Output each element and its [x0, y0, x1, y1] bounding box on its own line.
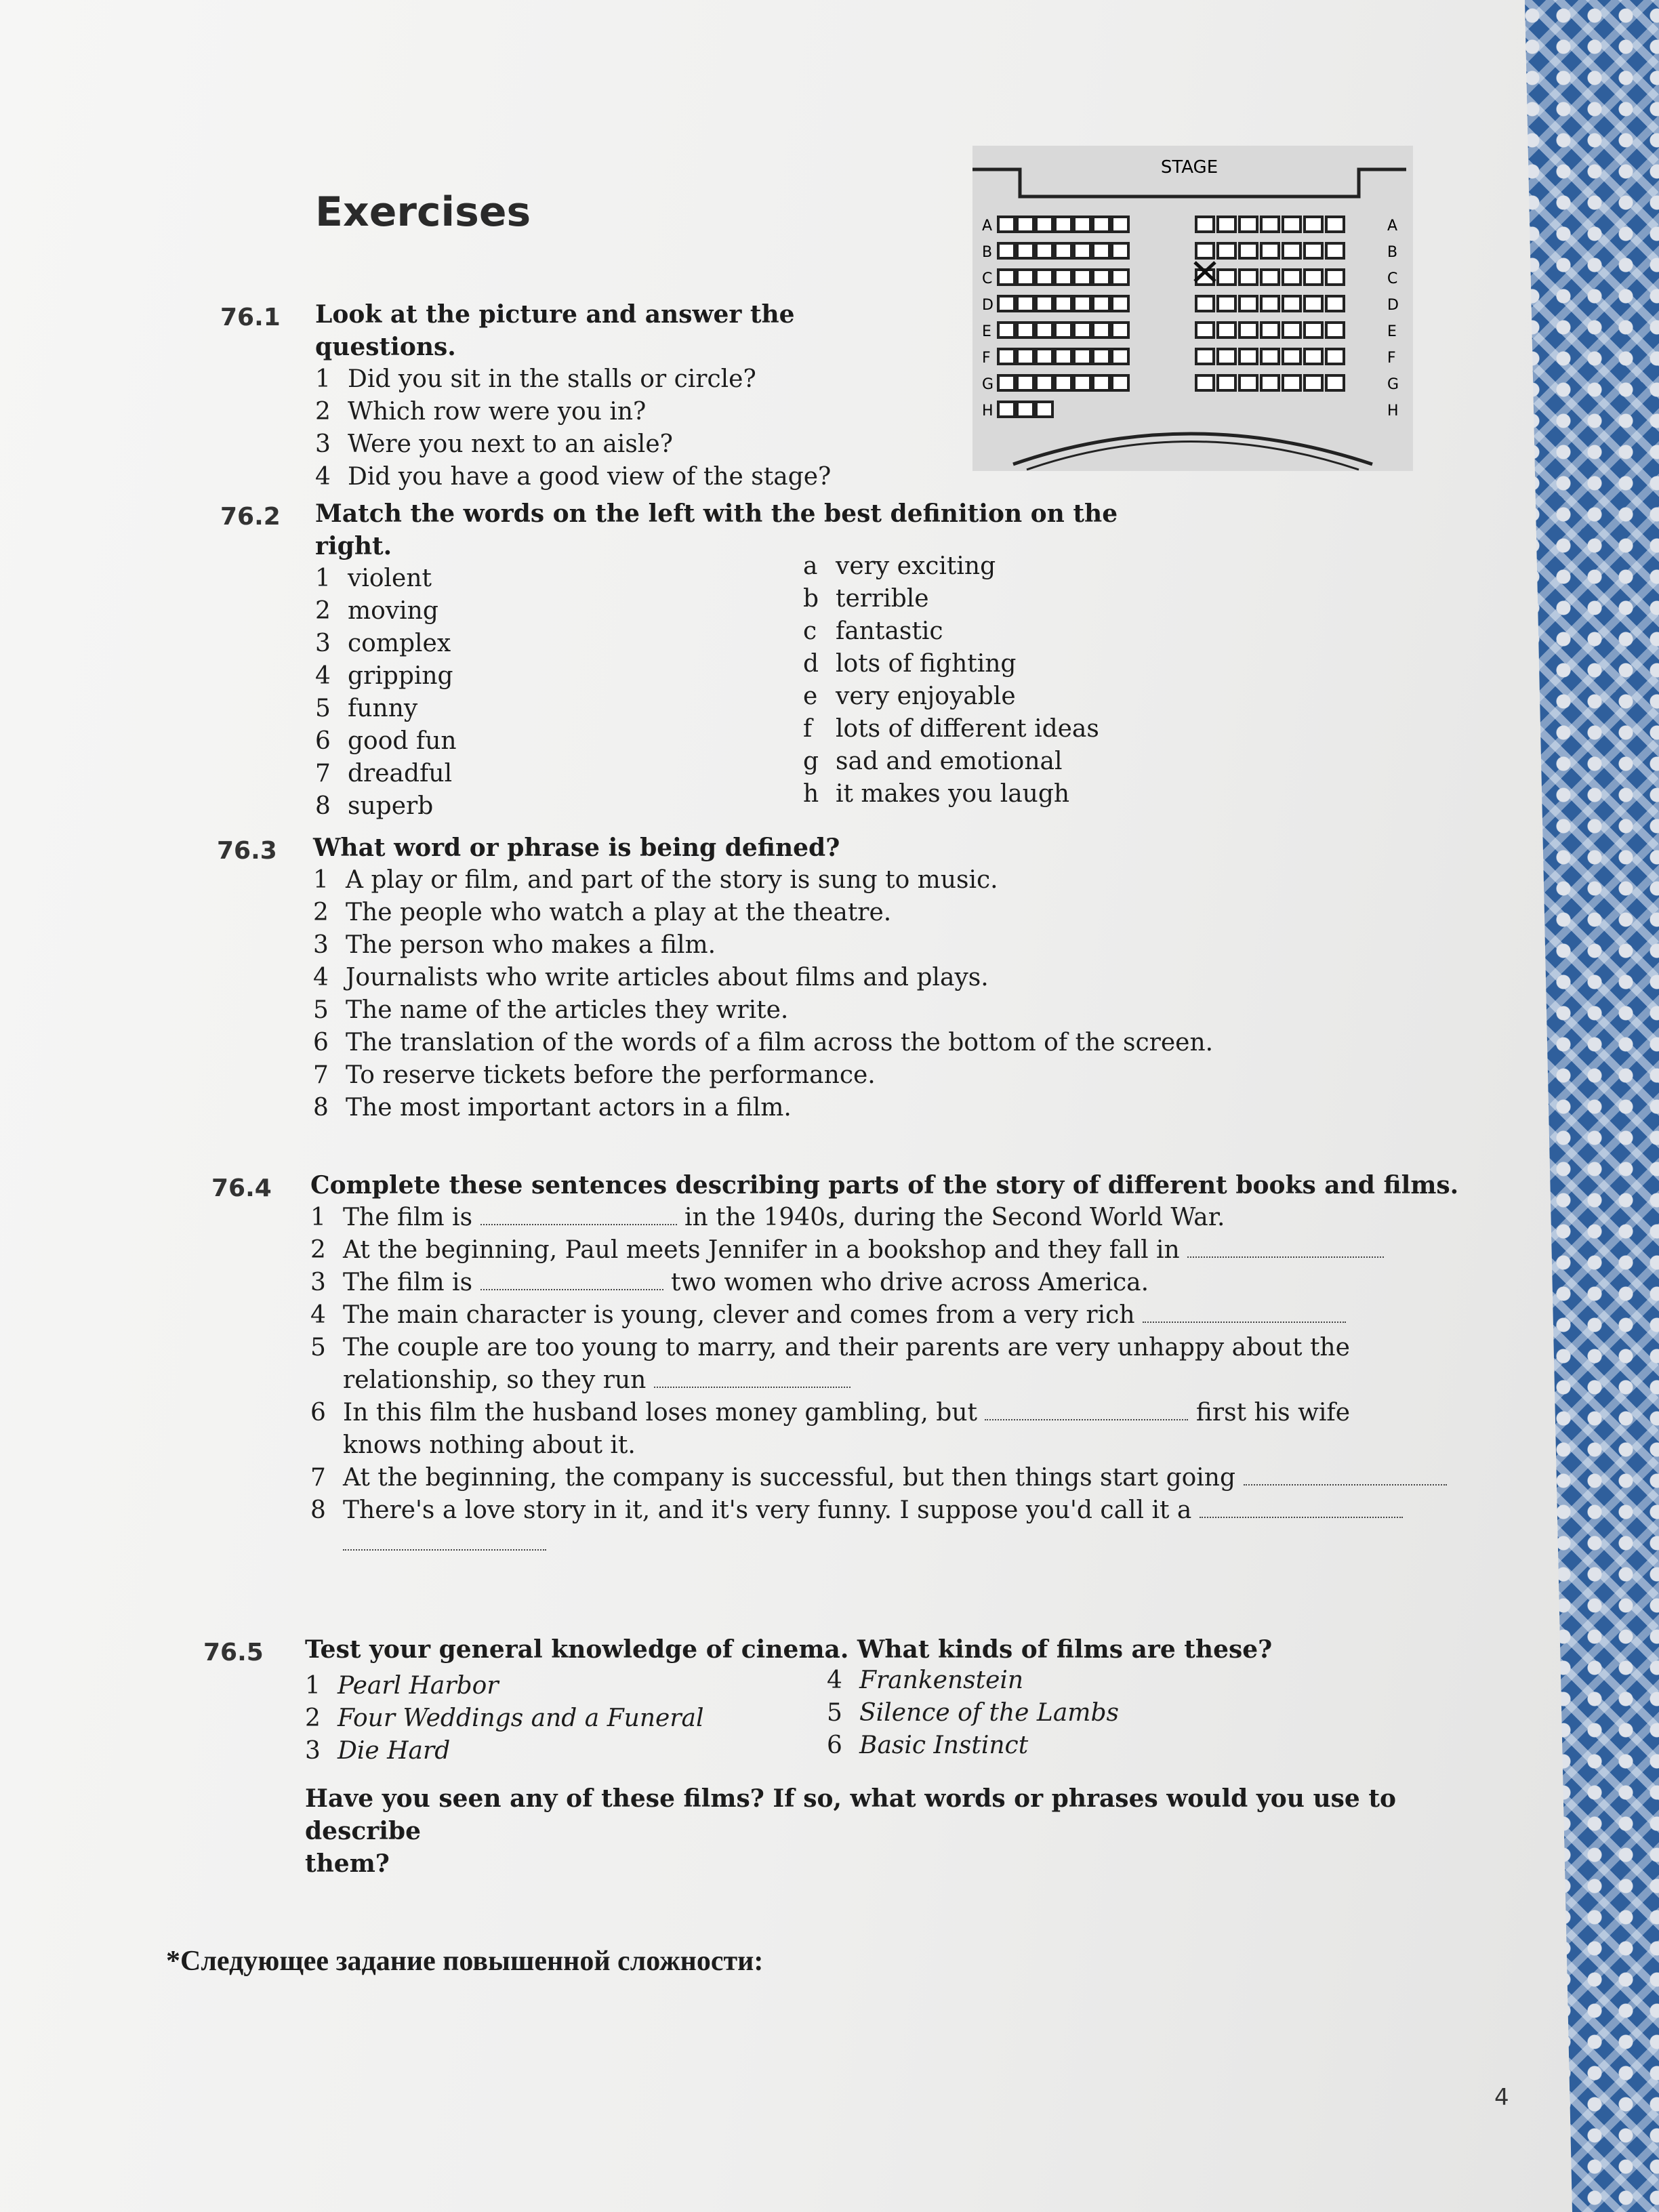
seat: [1305, 323, 1322, 337]
seat: [1093, 217, 1109, 232]
item-text: moving: [348, 597, 438, 625]
seat: [1218, 375, 1235, 390]
seat: [1196, 349, 1214, 364]
theatre-seating-diagram: [972, 146, 1413, 471]
item-text: Did you have a good view of the stage?: [348, 463, 832, 491]
seat: [1017, 349, 1033, 364]
item-number: h: [803, 780, 819, 808]
row-label-right: H: [1387, 403, 1399, 419]
item-text: Basic Instinct: [859, 1732, 1029, 1759]
seat: [1240, 349, 1257, 364]
item-number: 3: [313, 931, 329, 959]
seat: [1305, 296, 1322, 311]
list-item: [313, 962, 1262, 994]
seat: [1017, 243, 1033, 258]
seat: [998, 217, 1015, 232]
row-label-left: G: [982, 376, 994, 393]
seat: [1283, 323, 1300, 337]
seat: [998, 349, 1015, 364]
list-item: [315, 363, 925, 396]
seat: [1112, 270, 1128, 285]
list-item: [305, 1735, 827, 1767]
seat: [1112, 323, 1128, 337]
list-item: [315, 693, 803, 725]
item-number: 4: [315, 662, 331, 690]
item-number: a: [803, 552, 818, 580]
question-list: [315, 363, 925, 493]
page-number: 4: [1494, 2084, 1509, 2111]
sentence-5: 5 The couple are too young to marry, and their parents are very unhappy about the relationship, so they run: [310, 1334, 1350, 1394]
seat: [1326, 375, 1344, 390]
sentence-7: 7 At the beginning, the company is successful, but then things start going: [310, 1462, 1462, 1494]
russian-note: *Следующее задание повышенной сложности:: [166, 1946, 764, 1977]
list-item: [803, 745, 1099, 778]
list-item: [313, 864, 1262, 897]
row-label-left: F: [982, 350, 991, 367]
row-label-right: G: [1387, 376, 1399, 393]
answer-blank[interactable]: [1143, 1301, 1346, 1323]
answer-blank[interactable]: [985, 1399, 1188, 1420]
item-text: Four Weddings and a Funeral: [337, 1704, 704, 1732]
answer-blank[interactable]: [1187, 1236, 1384, 1258]
item-text: violent: [348, 565, 432, 592]
item-text: good fun: [348, 727, 457, 755]
item-text: Pearl Harbor: [337, 1672, 499, 1700]
row-label-left: A: [982, 218, 993, 234]
seat: [1017, 270, 1033, 285]
seat: [998, 402, 1015, 417]
exercise-instruction: What word or phrase is being defined?: [313, 834, 840, 862]
seat: [1036, 243, 1052, 258]
seat: [1218, 323, 1235, 337]
sentence-6: 6 In this film the husband loses money gambling, but first his wife knows nothing about it.: [310, 1399, 1351, 1459]
exercise-number: 76.4: [211, 1174, 272, 1202]
answer-blank[interactable]: [1244, 1464, 1447, 1486]
seat: [1112, 243, 1128, 258]
item-number: 4: [827, 1666, 842, 1694]
seat: [1017, 296, 1033, 311]
item-number: 6: [827, 1732, 842, 1759]
item-text: superb: [348, 792, 434, 820]
item-number: 5: [313, 996, 329, 1024]
list-item: [803, 778, 1099, 811]
seat: [1055, 349, 1071, 364]
exercise-number: 76.2: [220, 503, 281, 531]
row-label-right: C: [1387, 270, 1398, 287]
seat: [1074, 349, 1090, 364]
item-text: gripping: [348, 662, 453, 690]
exercise-76-4: [310, 1169, 1462, 1559]
item-text: it makes you laugh: [836, 780, 1070, 808]
seat: [1036, 402, 1052, 417]
seat: [1305, 243, 1322, 258]
exercise-number: 76.1: [220, 304, 281, 331]
seat: [1017, 375, 1033, 390]
seat: [1240, 243, 1257, 258]
item-text: The people who watch a play at the theatre.: [346, 899, 892, 926]
item-number: 6: [313, 1029, 329, 1057]
seat: [1240, 270, 1257, 285]
sentence-8: 8 There's a love story in it, and it's very funny. I suppose you'd call it a: [310, 1494, 1462, 1559]
sentence-2: 2 At the beginning, Paul meets Jennifer in a bookshop and they fall in: [310, 1234, 1462, 1267]
seat: [1036, 270, 1052, 285]
item-number: c: [803, 617, 817, 645]
seat: [1074, 323, 1090, 337]
answer-blank[interactable]: [480, 1204, 677, 1225]
item-number: 2: [315, 398, 331, 426]
list-item: [313, 994, 1262, 1027]
seat: [1283, 296, 1300, 311]
list-item: [803, 550, 1099, 583]
item-number: d: [803, 650, 819, 678]
item-text: dreadful: [348, 760, 453, 787]
seat: [1093, 349, 1109, 364]
item-text: terrible: [836, 585, 929, 613]
seat: [1261, 323, 1279, 337]
item-number: 4: [313, 964, 329, 991]
seat: [1036, 349, 1052, 364]
word-list: [315, 562, 803, 823]
answer-blank[interactable]: [480, 1269, 663, 1290]
item-text: funny: [348, 695, 418, 722]
seat: [1218, 243, 1235, 258]
row-label-left: C: [982, 270, 993, 287]
seat: [1112, 296, 1128, 311]
seat: [998, 296, 1015, 311]
exercise-instruction: Test your general knowledge of cinema. What kinds of films are these?: [305, 1635, 1273, 1664]
seat: [1240, 296, 1257, 311]
item-number: 6: [315, 727, 331, 755]
item-text: Die Hard: [337, 1737, 451, 1765]
seat: [1196, 375, 1214, 390]
row-label-right: E: [1387, 323, 1397, 340]
list-item: [803, 713, 1099, 745]
item-number: g: [803, 747, 819, 775]
exercise-instruction: Complete these sentences describing parts of the story of different books and films.: [310, 1171, 1459, 1200]
item-text: sad and emotional: [836, 747, 1063, 775]
seat: [1074, 270, 1090, 285]
stage-label: STAGE: [1160, 157, 1218, 178]
definition-list: [803, 550, 1099, 823]
exercise-76-5: [305, 1633, 1498, 1880]
seat: [1326, 349, 1344, 364]
seat: [1240, 375, 1257, 390]
list-item: [315, 428, 925, 461]
item-number: 1: [315, 365, 331, 393]
seat: [1112, 349, 1128, 364]
item-number: 2: [305, 1704, 321, 1732]
seat: [1283, 217, 1300, 232]
seat: [1093, 323, 1109, 337]
item-number: 2: [315, 597, 331, 625]
seat: [1074, 243, 1090, 258]
seat: [1305, 270, 1322, 285]
row-label-right: B: [1387, 244, 1398, 261]
seat: [1074, 217, 1090, 232]
answer-blank[interactable]: [654, 1366, 851, 1388]
seat: [1055, 217, 1071, 232]
exercise-76-1: [315, 298, 925, 493]
list-item: [827, 1729, 1119, 1762]
seat: [1326, 217, 1344, 232]
list-item: [315, 461, 925, 493]
item-text: To reserve tickets before the performance.: [346, 1061, 876, 1089]
film-columns: [305, 1666, 1498, 1767]
seat: [1240, 217, 1257, 232]
definition-question-list: [313, 864, 1262, 1124]
seat: [1093, 243, 1109, 258]
list-item: [313, 1059, 1262, 1092]
seat: [1196, 243, 1214, 258]
seat: [1112, 217, 1128, 232]
seat: [1283, 349, 1300, 364]
seat: [1017, 323, 1033, 337]
list-item: [827, 1697, 1119, 1729]
sentence-4: 4 The main character is young, clever and comes from a very rich: [310, 1299, 1462, 1332]
seat: [1036, 296, 1052, 311]
row-label-left: B: [982, 244, 993, 261]
item-number: e: [803, 682, 818, 710]
item-number: 1: [313, 866, 329, 894]
item-number: 1: [315, 565, 331, 592]
item-text: The person who makes a film.: [346, 931, 716, 959]
item-number: 8: [313, 1094, 329, 1122]
seat: [998, 243, 1015, 258]
item-text: A play or film, and part of the story is sung to music.: [346, 866, 998, 894]
row-label-left: E: [982, 323, 991, 340]
seat: [1261, 349, 1279, 364]
item-text: very enjoyable: [836, 682, 1016, 710]
answer-blank[interactable]: [343, 1529, 546, 1551]
seat: [1261, 375, 1279, 390]
item-text: complex: [348, 630, 451, 657]
film-list: [827, 1664, 1119, 1767]
seat: [1055, 375, 1071, 390]
seat: [1055, 270, 1071, 285]
seat: [1218, 296, 1235, 311]
row-label-left: D: [982, 297, 994, 314]
item-number: 1: [305, 1672, 321, 1700]
seat: [1261, 243, 1279, 258]
item-number: f: [803, 715, 813, 743]
item-number: 5: [315, 695, 331, 722]
list-item: [827, 1664, 1119, 1697]
seat: [1036, 375, 1052, 390]
item-number: 5: [827, 1699, 842, 1727]
exercise-76-2: [315, 497, 1128, 823]
item-text: Did you sit in the stalls or circle?: [348, 365, 756, 393]
seat: [1093, 270, 1109, 285]
list-item: [313, 897, 1262, 929]
item-text: Frankenstein: [859, 1666, 1024, 1694]
seat: [1261, 296, 1279, 311]
seat: [998, 375, 1015, 390]
seat: [998, 323, 1015, 337]
seat: [1218, 349, 1235, 364]
seat: [1112, 375, 1128, 390]
item-text: fantastic: [836, 617, 943, 645]
followup-question: Have you seen any of these films? If so, what words or phrases would you use to describe them?: [305, 1784, 1396, 1878]
item-number: 3: [305, 1737, 321, 1765]
item-text: lots of different ideas: [836, 715, 1099, 743]
seat: [998, 270, 1015, 285]
item-number: 8: [315, 792, 331, 820]
list-item: [315, 758, 803, 790]
item-text: lots of fighting: [836, 650, 1017, 678]
seat: [1074, 296, 1090, 311]
list-item: [315, 790, 803, 823]
seat: [1326, 296, 1344, 311]
seat: [1074, 375, 1090, 390]
item-number: 3: [315, 430, 331, 458]
seat: [1196, 296, 1214, 311]
answer-blank[interactable]: [1200, 1496, 1403, 1518]
item-text: The most important actors in a film.: [346, 1094, 792, 1122]
exercise-number: 76.5: [203, 1639, 264, 1666]
exercise-instruction: Match the words on the left with the best definition on the right.: [315, 499, 1118, 560]
list-item: [313, 1027, 1262, 1059]
list-item: [315, 396, 925, 428]
list-item: [803, 648, 1099, 680]
list-item: [315, 595, 803, 628]
item-text: The name of the articles they write.: [346, 996, 789, 1024]
seat: [1261, 270, 1279, 285]
list-item: [313, 1092, 1262, 1124]
exercise-number: 76.3: [217, 837, 277, 865]
item-text: very exciting: [836, 552, 996, 580]
seat: [1326, 323, 1344, 337]
exercise-instruction: Look at the picture and answer the questions.: [315, 300, 795, 361]
item-text: Which row were you in?: [348, 398, 647, 426]
seat: [1036, 323, 1052, 337]
list-item: [305, 1702, 827, 1735]
seat: [1283, 375, 1300, 390]
sentence-3: 3 The film is two women who drive across America.: [310, 1269, 1149, 1296]
list-item: [315, 628, 803, 660]
seat: [1093, 375, 1109, 390]
list-item: [313, 929, 1262, 962]
page-heading: Exercises: [315, 188, 531, 236]
seat: [1218, 270, 1235, 285]
seat: [1196, 217, 1214, 232]
seat: [1017, 217, 1033, 232]
list-item: [315, 562, 803, 595]
sentence-1: 1 The film is in the 1940s, during the Second World War.: [310, 1204, 1225, 1231]
seat: [1283, 243, 1300, 258]
seat: [1055, 296, 1071, 311]
seat: [1196, 323, 1214, 337]
seat: [1326, 270, 1344, 285]
list-item: [803, 583, 1099, 615]
row-label-left: H: [982, 403, 994, 419]
list-item: [803, 680, 1099, 713]
seat: [1283, 270, 1300, 285]
seat: [1240, 323, 1257, 337]
list-item: [315, 660, 803, 693]
item-text: Journalists who write articles about films and plays.: [346, 964, 989, 991]
row-label-right: A: [1387, 218, 1398, 234]
item-number: 2: [313, 899, 329, 926]
film-list: [305, 1670, 827, 1767]
item-number: 4: [315, 463, 331, 491]
list-item: [803, 615, 1099, 648]
seat: [1305, 349, 1322, 364]
seat: [1055, 323, 1071, 337]
exercise-76-3: [313, 832, 1262, 1124]
list-item: [305, 1670, 827, 1702]
seat: [1055, 243, 1071, 258]
item-text: The translation of the words of a film across the bottom of the screen.: [346, 1029, 1214, 1057]
seat: [1305, 217, 1322, 232]
item-number: 7: [313, 1061, 329, 1089]
seat: [1218, 217, 1235, 232]
seat: [1036, 217, 1052, 232]
list-item: [315, 725, 803, 758]
item-number: b: [803, 585, 819, 613]
item-number: 3: [315, 630, 331, 657]
seat: [1261, 217, 1279, 232]
item-text: Were you next to an aisle?: [348, 430, 673, 458]
seat: [1326, 243, 1344, 258]
seat: [1017, 402, 1033, 417]
item-number: 7: [315, 760, 331, 787]
row-label-right: D: [1387, 297, 1399, 314]
row-label-right: F: [1387, 350, 1396, 367]
item-text: Silence of the Lambs: [859, 1699, 1119, 1727]
matching-columns: [315, 552, 1128, 823]
seat: [1305, 375, 1322, 390]
seat: [1093, 296, 1109, 311]
